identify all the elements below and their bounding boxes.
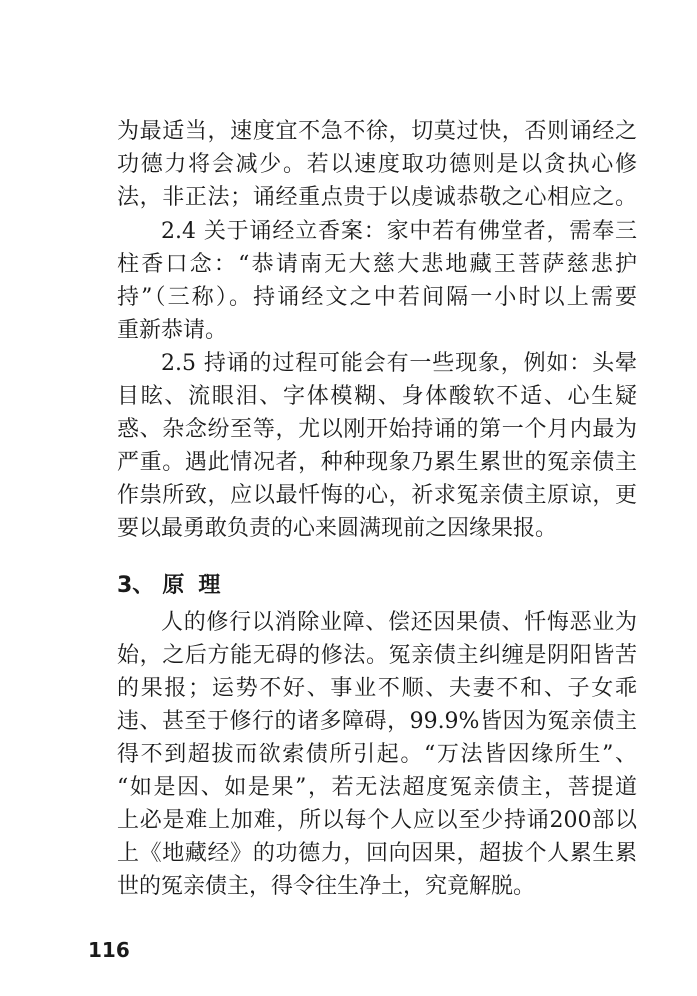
section-title-char-2: 理 [198,573,221,598]
paragraph-4-line-5: 得不到超拔而欲索债所引起。“万法皆因缘所生”、 [117,742,637,767]
paragraph-3-line-4: 严重。遇此情况者，种种现象乃累生累世的冤亲债主 [117,450,637,475]
paragraph-4-line-8: 上《地藏经》的功德力，回向因果，超拔个人累生累 [117,841,637,866]
paragraph-3-line-6: 要以最勇敢负责的心来圆满现前之因缘果报。 [117,516,558,541]
section-3-heading [117,572,220,600]
paragraph-4-line-1: 人的修行以消除业障、偿还因果债、忏悔恶业为 [161,610,637,635]
paragraph-4-line-2: 始，之后方能无碍的修法。冤亲债主纠缠是阴阳皆苦 [117,643,637,668]
section-title-char-1: 原 [162,573,185,598]
paragraph-4-line-3: 的果报；运势不好、事业不顺、夫妻不和、子女乖 [117,676,637,701]
paragraph-3-line-5: 作祟所致，应以最忏悔的心，祈求冤亲债主原谅，更 [117,483,637,508]
paragraph-2-line-2: 柱香口念：“恭请南无大慈大悲地藏王菩萨慈悲护 [117,252,637,277]
paragraph-4-line-4: 违、甚至于修行的诸多障碍，99.9%皆因为冤亲债主 [117,709,637,734]
paragraph-4-line-6: “如是因、如是果”，若无法超度冤亲债主，菩提道 [117,775,637,800]
paragraph-1-line-2: 功德力将会减少。若以速度取功德则是以贪执心修 [117,152,637,177]
paragraph-3-line-3: 惑、杂念纷至等，尤以刚开始持诵的第一个月内最为 [117,417,637,442]
paragraph-3-line-1: 2.5 持诵的过程可能会有一些现象，例如：头晕 [161,351,637,376]
page-number: 116 [88,938,130,962]
paragraph-2-line-1: 2.4 关于诵经立香案：家中若有佛堂者，需奉三 [161,219,637,244]
paragraph-2-line-4: 重新恭请。 [117,318,228,343]
paragraph-1-line-1: 为最适当，速度宜不急不徐，切莫过快，否则诵经之 [117,119,637,144]
paragraph-3-line-2: 目眩、流眼泪、字体模糊、身体酸软不适、心生疑 [117,384,637,409]
paragraph-2-line-3: 持”（三称）。持诵经文之中若间隔一小时以上需要 [117,285,637,310]
section-number: 3、 [117,573,155,598]
paragraph-4-line-9: 世的冤亲债主，得令往生净土，究竟解脱。 [117,874,536,899]
paragraph-1-line-3: 法，非正法；诵经重点贵于以虔诚恭敬之心相应之。 [117,185,637,210]
paragraph-4-line-7: 上必是难上加难，所以每个人应以至少持诵200部以 [117,808,637,833]
